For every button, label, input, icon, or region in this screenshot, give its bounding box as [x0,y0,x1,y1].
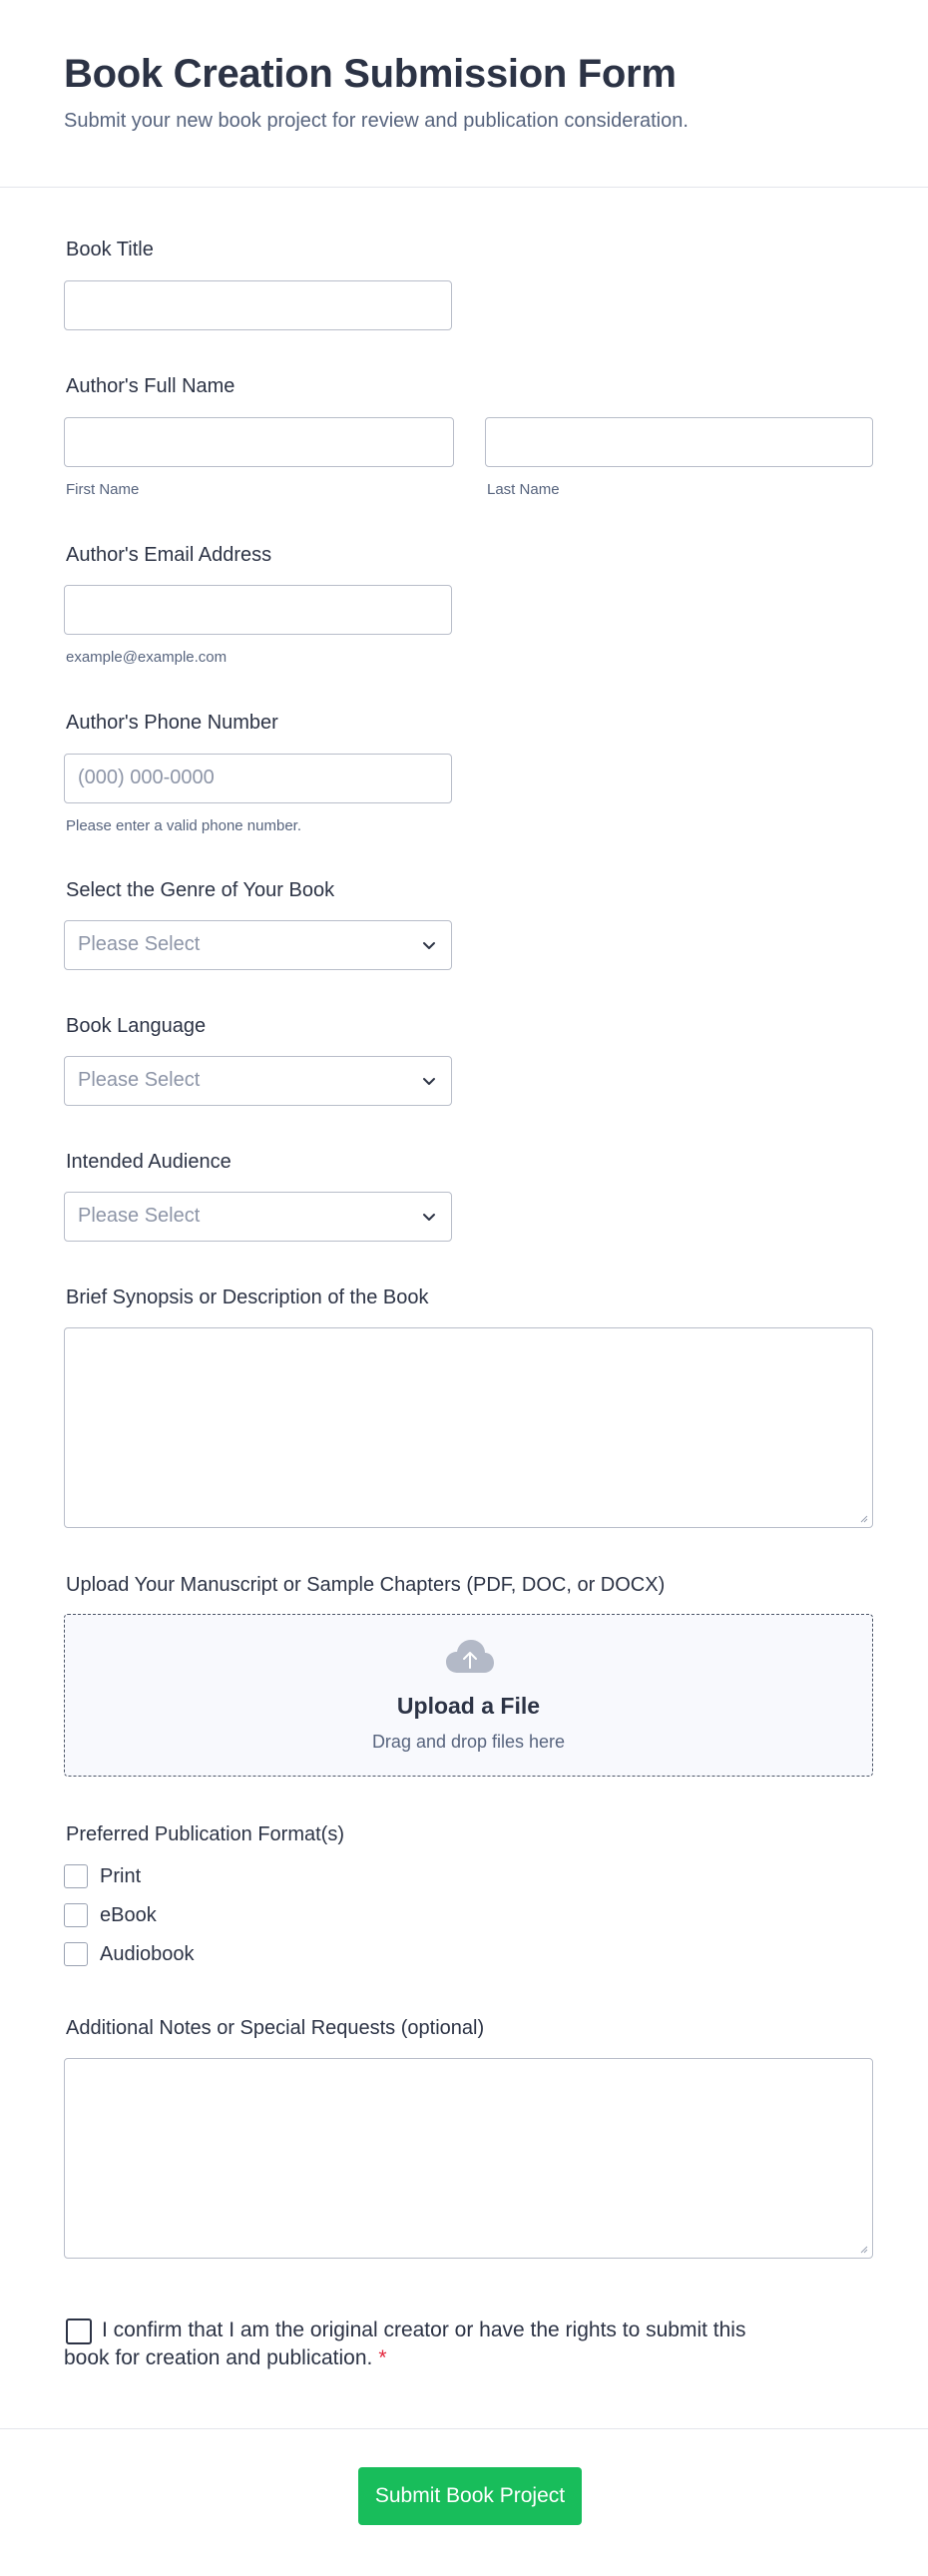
chevron-down-icon [421,937,437,953]
page-subtitle: Submit your new book project for review and publication consideration. [64,110,689,132]
email-input[interactable] [64,585,452,635]
phone-label: Author's Phone Number [66,712,278,734]
format-ebook-label[interactable]: eBook [100,1904,157,1926]
book-title-label: Book Title [66,239,154,260]
phone-sublabel: Please enter a valid phone number. [66,817,301,834]
language-select[interactable] [64,1056,452,1106]
formats-label: Preferred Publication Format(s) [66,1823,344,1845]
format-audiobook-checkbox[interactable] [64,1942,88,1966]
upload-hint: Drag and drop files here [371,1732,566,1752]
first-name-input[interactable] [64,417,454,467]
audience-label: Intended Audience [66,1151,232,1173]
submit-button[interactable]: Submit Book Project [358,2467,582,2525]
required-mark: * [378,2346,387,2369]
audience-select[interactable] [64,1192,452,1242]
phone-input[interactable] [64,754,452,803]
format-ebook-checkbox[interactable] [64,1903,88,1927]
footer-divider [0,2428,928,2429]
chevron-down-icon [421,1209,437,1225]
last-name-input[interactable] [485,417,873,467]
notes-textarea[interactable] [64,2058,873,2259]
email-sublabel: example@example.com [66,649,228,666]
language-selected: Please Select [78,1069,201,1091]
chevron-down-icon [421,1073,437,1089]
language-label: Book Language [66,1015,207,1037]
synopsis-textarea[interactable] [64,1327,873,1528]
author-name-label: Author's Full Name [66,375,235,397]
resize-grip-icon[interactable] [858,1513,868,1523]
synopsis-label: Brief Synopsis or Description of the Book [66,1287,429,1308]
resize-grip-icon[interactable] [858,2244,868,2254]
last-name-sublabel: Last Name [487,481,560,498]
email-label: Author's Email Address [66,544,272,566]
notes-label: Additional Notes or Special Requests (optional) [66,2017,485,2039]
upload-title: Upload a File [396,1693,541,1719]
file-upload-dropzone[interactable] [64,1614,873,1777]
book-title-input[interactable] [64,280,452,330]
confirm-rights-label-line1[interactable]: I confirm that I am the original creator or have the rights to submit this [102,2318,746,2341]
upload-label: Upload Your Manuscript or Sample Chapters (PDF, DOC, or DOCX) [66,1574,666,1596]
genre-selected: Please Select [78,933,201,955]
format-print-checkbox[interactable] [64,1864,88,1888]
audience-selected: Please Select [78,1205,201,1227]
genre-label: Select the Genre of Your Book [66,879,335,901]
page-title: Book Creation Submission Form [64,52,677,96]
form-header [0,0,928,188]
cloud-upload-icon [445,1639,495,1675]
confirm-rights-label-line2-text[interactable]: book for creation and publication. [64,2346,373,2369]
confirm-rights-label-line2[interactable] [64,2346,387,2370]
confirm-rights-checkbox[interactable] [66,2318,92,2344]
format-print-label[interactable]: Print [100,1865,142,1887]
format-audiobook-label[interactable]: Audiobook [100,1943,195,1965]
phone-placeholder: (000) 000-0000 [78,767,215,788]
genre-select[interactable] [64,920,452,970]
first-name-sublabel: First Name [66,481,140,498]
